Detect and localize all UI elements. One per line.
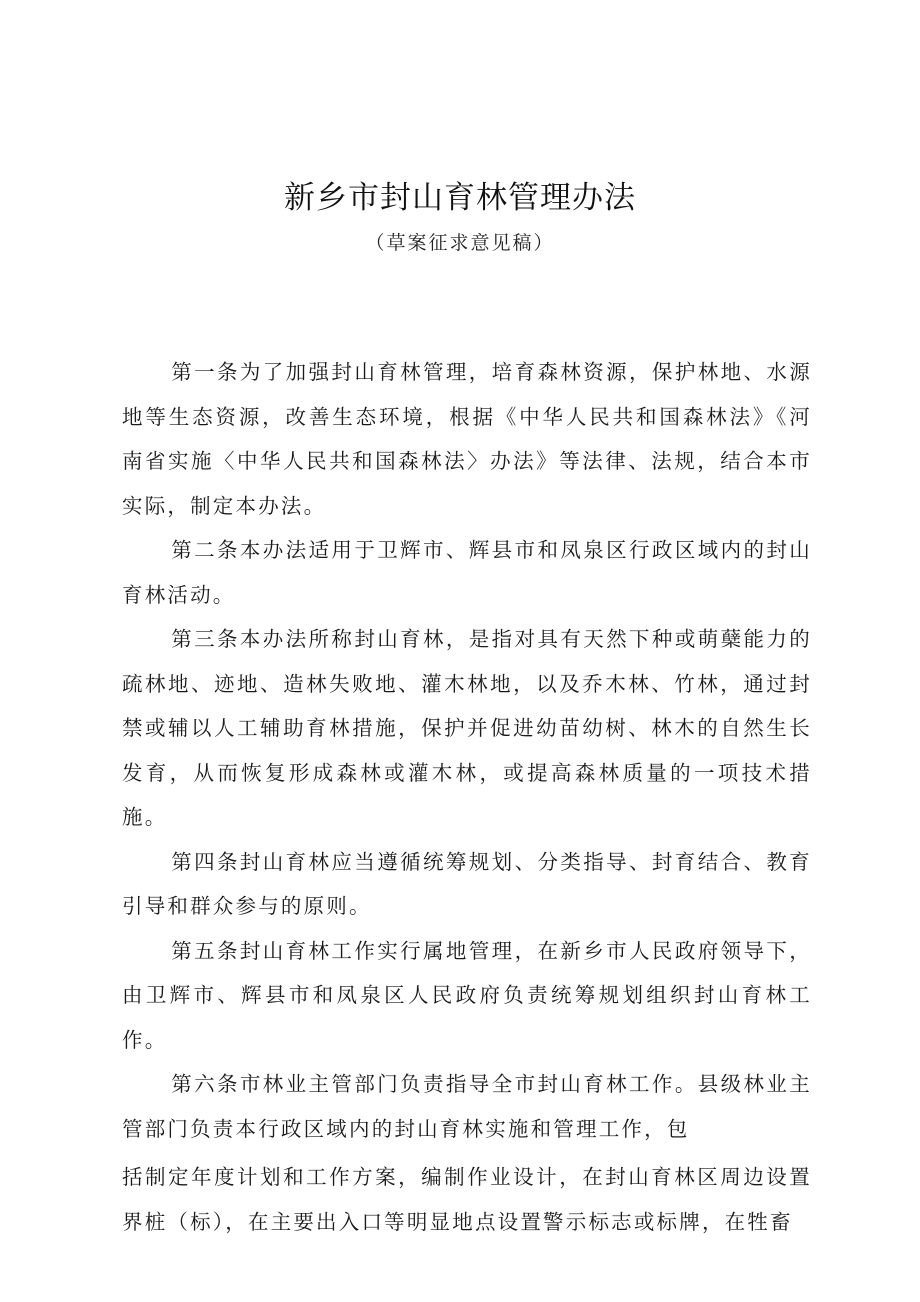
article-3-paragraph: 第三条本办法所称封山育林，是指对具有天然下种或萌蘖能力的疏林地、迹地、造林失败地、灌木林地，以及乔木林、竹林，通过封禁或辅以人工辅助育林措施，保护并促进幼苗幼树、林木的自然生长发育，从而恢复形成森林或灌木林，或提高森林质量的一项技术措施。 — [122, 627, 812, 829]
article-2-paragraph: 第二条本办法适用于卫辉市、辉县市和凤泉区行政区域内的封山育林活动。 — [122, 538, 812, 607]
article-6-paragraph: 第六条市林业主管部门负责指导全市封山育林工作。县级林业主管部门负责本行政区域内的封山育林实施和管理工作，包 — [122, 1072, 812, 1141]
document-subtitle: （草案征求意见稿） — [365, 232, 555, 254]
article-5-paragraph: 第五条封山育林工作实行属地管理，在新乡市人民政府领导下，由卫辉市、辉县市和凤泉区人民政府负责统筹规划组织封山育林工作。 — [122, 938, 812, 1052]
article-6-continuation: 括制定年度计划和工作方案，编制作业设计，在封山育林区周边设置界桩（标），在主要出入口等明显地点设置警示标志或标牌，在牲畜 — [122, 1165, 812, 1234]
article-4-paragraph: 第四条封山育林应当遵循统筹规划、分类指导、封育结合、教育引导和群众参与的原则。 — [122, 849, 812, 918]
document-title: 新乡市封山育林管理办法 — [284, 180, 636, 216]
document-body — [122, 350, 812, 1244]
article-1-paragraph: 第一条为了加强封山育林管理，培育森林资源，保护林地、水源地等生态资源，改善生态环境，根据《中华人民共和国森林法》《河南省实施〈中华人民共和国森林法〉办法》等法律、法规，结合本市实际，制定本办法。 — [122, 360, 812, 518]
